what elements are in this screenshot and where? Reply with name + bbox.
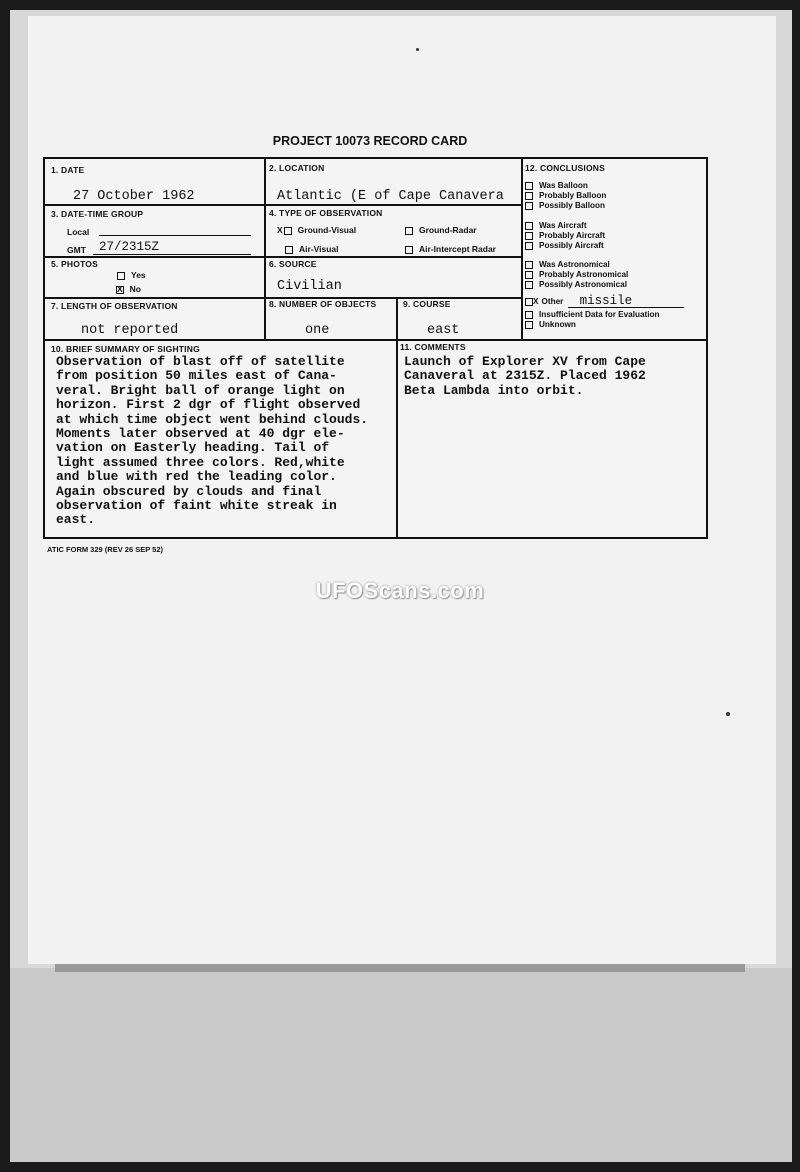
checkbox-icon (525, 192, 533, 200)
conclusion-item: Possibly Balloon (525, 201, 605, 211)
ground-visual-mark: X (277, 225, 283, 235)
gmt-label: GMT (67, 245, 86, 255)
checkbox-icon (525, 232, 533, 240)
summary-text: Observation of blast off of satellite from position 50 miles east of Cana- veral. Bright ball of orange light on horizon. First 2 dgr of flight observed at which time object went behind clouds. Moments later observed at 40 dgr ele- vation on Easterly heading. Tail of light assumed three colors. Red,white and blue with red the leading color. Again obscured by clouds and final observation of faint white streak in east. (56, 354, 369, 528)
date-label: 1. DATE (51, 165, 85, 175)
conclusions-label: 12. CONCLUSIONS (525, 163, 605, 173)
checkbox-icon (117, 272, 125, 280)
checkbox-icon (405, 246, 413, 254)
checkbox-icon (525, 321, 533, 329)
form-id: ATIC FORM 329 (REV 26 SEP 52) (47, 545, 164, 554)
gmt-line (93, 254, 251, 255)
course-label: 9. COURSE (403, 299, 451, 309)
conclusion-item: Possibly Astronomical (525, 280, 627, 290)
local-label: Local (67, 227, 90, 237)
air-intercept-text: Air-Intercept Radar (419, 244, 496, 254)
checkbox-icon (525, 298, 533, 306)
divider (521, 159, 523, 339)
divider (45, 204, 521, 206)
checkbox-icon (525, 311, 533, 319)
length-value: not reported (81, 323, 179, 338)
checkbox-icon (525, 222, 533, 230)
photos-no-option (117, 284, 141, 294)
air-visual-text: Air-Visual (299, 244, 339, 254)
film-speck (726, 712, 730, 716)
air-visual-option (285, 244, 339, 254)
conclusion-item: Probably Aircraft (525, 231, 605, 241)
divider (45, 256, 521, 258)
film-speck (416, 48, 419, 51)
gmt-value: 27/2315Z (99, 240, 160, 254)
checkbox-icon (285, 246, 293, 254)
type-obs-label: 4. TYPE OF OBSERVATION (269, 208, 383, 218)
conclusion-item: Was Aircraft (525, 221, 587, 231)
conclusion-item-other: X Other missile (525, 297, 684, 308)
checkbox-icon (525, 261, 533, 269)
summary-label: 10. BRIEF SUMMARY OF SIGHTING (51, 344, 200, 354)
divider (264, 159, 266, 339)
number-label: 8. NUMBER OF OBJECTS (269, 299, 377, 309)
length-label: 7. LENGTH OF OBSERVATION (51, 301, 178, 311)
air-intercept-option (405, 244, 496, 254)
photos-yes-text: Yes (131, 270, 146, 280)
local-line (99, 235, 251, 236)
dtg-label: 3. DATE-TIME GROUP (51, 209, 144, 219)
divider (396, 297, 398, 539)
photos-no-text: No (129, 284, 142, 294)
film-bottom-band (10, 968, 792, 1162)
conclusion-item: Possibly Aircraft (525, 241, 604, 251)
sheet-shadow (55, 964, 745, 972)
checkbox-icon (525, 281, 533, 289)
photos-yes-option (117, 270, 146, 280)
comments-label: 11. COMMENTS (400, 342, 466, 352)
other-value: missile (568, 297, 684, 308)
conclusion-item: Was Astronomical (525, 260, 610, 270)
checkbox-icon (284, 227, 292, 235)
source-value: Civilian (277, 279, 342, 294)
ground-visual-option (277, 225, 356, 235)
conclusion-item: Unknown (525, 320, 576, 330)
location-label: 2. LOCATION (269, 163, 325, 173)
checkbox-icon (116, 286, 124, 294)
card-title: PROJECT 10073 RECORD CARD (272, 134, 468, 148)
course-value: east (427, 323, 460, 338)
conclusion-item: Probably Balloon (525, 191, 606, 201)
photos-label: 5. PHOTOS (51, 259, 98, 269)
checkbox-icon (525, 202, 533, 210)
checkbox-icon (405, 227, 413, 235)
ground-radar-text: Ground-Radar (419, 225, 477, 235)
divider (45, 339, 708, 341)
conclusion-item: Was Balloon (525, 181, 588, 191)
conclusion-item: Insufficient Data for Evaluation (525, 310, 660, 320)
photos-no-mark: X (117, 284, 123, 294)
checkbox-icon (525, 242, 533, 250)
date-value: 27 October 1962 (73, 189, 195, 204)
watermark: UFOScans.com (315, 578, 485, 603)
conclusion-item: Probably Astronomical (525, 270, 628, 280)
ground-visual-text: Ground-Visual (297, 225, 357, 235)
location-value: Atlantic (E of Cape Canavera (277, 189, 504, 204)
source-label: 6. SOURCE (269, 259, 317, 269)
comments-text: Launch of Explorer XV from Cape Canaveral at 2315Z. Placed 1962 Beta Lambda into orbit. (404, 354, 646, 398)
number-value: one (305, 323, 330, 338)
other-mark: X (533, 297, 539, 306)
record-card (43, 157, 708, 539)
checkbox-icon (525, 271, 533, 279)
ground-radar-option (405, 225, 477, 235)
checkbox-icon (525, 182, 533, 190)
